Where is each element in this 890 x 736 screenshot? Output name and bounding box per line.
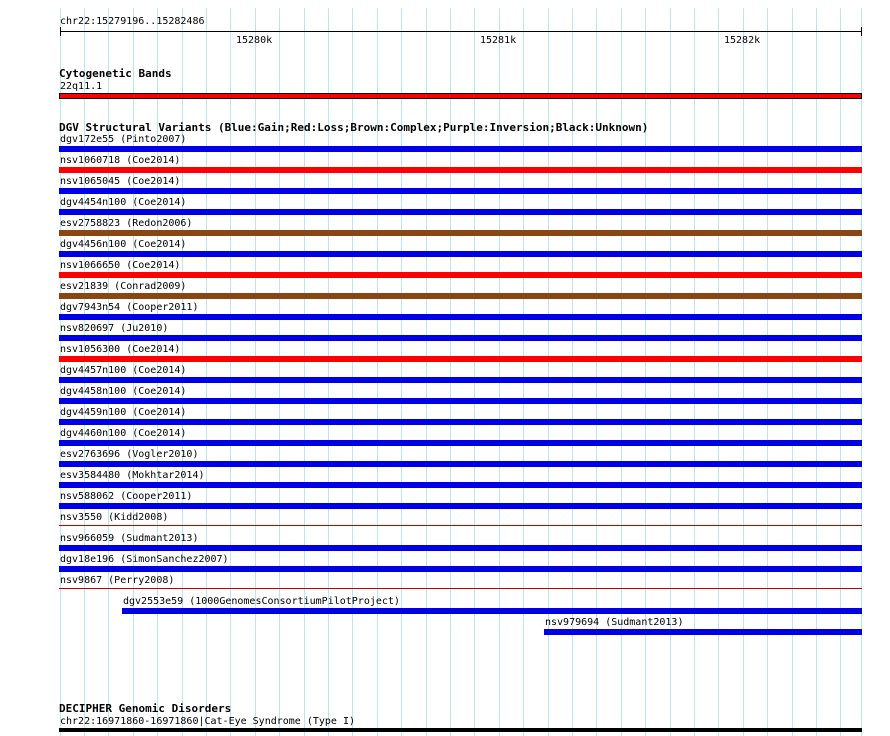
ruler-start-tick bbox=[60, 27, 61, 36]
variant-bar[interactable] bbox=[59, 314, 862, 320]
variant-label: dgv18e196 (SimonSanchez2007) bbox=[60, 554, 229, 565]
variant-bar[interactable] bbox=[59, 146, 862, 152]
variant-bar[interactable] bbox=[59, 461, 862, 467]
variant-label: dgv4456n100 (Coe2014) bbox=[60, 239, 187, 250]
variant-bar[interactable] bbox=[59, 230, 862, 236]
ruler-end-tick bbox=[861, 27, 862, 36]
ruler-tick-label: 15282k bbox=[724, 35, 761, 46]
variant-label: nsv820697 (Ju2010) bbox=[60, 323, 169, 334]
dgv-track-title[interactable]: DGV Structural Variants (Blue:Gain;Red:Loss;Brown:Complex;Purple:Inversion;Black:Unknown) bbox=[59, 121, 649, 134]
variant-bar[interactable] bbox=[59, 482, 862, 488]
variant-bar[interactable] bbox=[59, 419, 862, 425]
variant-bar[interactable] bbox=[122, 608, 862, 614]
variant-label: nsv3550 (Kidd2008) bbox=[60, 512, 169, 523]
variant-bar[interactable] bbox=[59, 272, 862, 278]
cytoband-track-title[interactable]: Cytogenetic Bands bbox=[59, 67, 172, 80]
variant-bar[interactable] bbox=[59, 525, 862, 526]
variant-bar[interactable] bbox=[59, 545, 862, 551]
variant-label: esv3584480 (Mokhtar2014) bbox=[60, 470, 205, 481]
variant-bar[interactable] bbox=[59, 356, 862, 362]
variant-label: nsv979694 (Sudmant2013) bbox=[545, 617, 684, 628]
decipher-feature-bar[interactable] bbox=[59, 728, 862, 732]
variant-label: esv2763696 (Vogler2010) bbox=[60, 449, 199, 460]
variant-bar[interactable] bbox=[59, 398, 862, 404]
position-label: chr22:15279196..15282486 bbox=[60, 16, 205, 27]
variant-bar[interactable] bbox=[59, 377, 862, 383]
variant-label: dgv4459n100 (Coe2014) bbox=[60, 407, 187, 418]
variant-label: dgv4457n100 (Coe2014) bbox=[60, 365, 187, 376]
variant-bar[interactable] bbox=[59, 209, 862, 215]
variant-label: nsv1060718 (Coe2014) bbox=[60, 155, 181, 166]
variant-bar[interactable] bbox=[59, 588, 862, 589]
variant-label: nsv1066650 (Coe2014) bbox=[60, 260, 181, 271]
variant-label: dgv4454n100 (Coe2014) bbox=[60, 197, 187, 208]
variant-bar[interactable] bbox=[59, 440, 862, 446]
variant-label: esv2758823 (Redon2006) bbox=[60, 218, 193, 229]
decipher-track-title[interactable]: DECIPHER Genomic Disorders bbox=[59, 702, 232, 715]
cytoband-bar[interactable] bbox=[59, 93, 862, 99]
variant-bar[interactable] bbox=[59, 188, 862, 194]
variant-label: nsv966059 (Sudmant2013) bbox=[60, 533, 199, 544]
variant-bar[interactable] bbox=[59, 566, 862, 572]
decipher-feature-label: chr22:16971860-16971860|Cat-Eye Syndrome (Type I) bbox=[60, 716, 356, 727]
variant-bar[interactable] bbox=[59, 293, 862, 299]
variant-bar[interactable] bbox=[59, 251, 862, 257]
ruler-tick-label: 15281k bbox=[480, 35, 517, 46]
variant-label: nsv9867 (Perry2008) bbox=[60, 575, 175, 586]
ruler-axis bbox=[60, 31, 862, 32]
variant-label: dgv7943n54 (Cooper2011) bbox=[60, 302, 199, 313]
variant-label: dgv172e55 (Pinto2007) bbox=[60, 134, 187, 145]
cytoband-label: 22q11.1 bbox=[60, 81, 103, 92]
variant-label: dgv2553e59 (1000GenomesConsortiumPilotProject) bbox=[123, 596, 400, 607]
variant-bar[interactable] bbox=[544, 629, 862, 635]
variant-label: nsv1065045 (Coe2014) bbox=[60, 176, 181, 187]
variant-label: esv21839 (Conrad2009) bbox=[60, 281, 187, 292]
variant-bar[interactable] bbox=[59, 167, 862, 173]
variant-bar[interactable] bbox=[59, 503, 862, 509]
variant-label: dgv4460n100 (Coe2014) bbox=[60, 428, 187, 439]
variant-label: nsv588062 (Cooper2011) bbox=[60, 491, 193, 502]
variant-label: dgv4458n100 (Coe2014) bbox=[60, 386, 187, 397]
variant-label: nsv1056300 (Coe2014) bbox=[60, 344, 181, 355]
variant-bar[interactable] bbox=[59, 335, 862, 341]
ruler-tick-label: 15280k bbox=[236, 35, 273, 46]
